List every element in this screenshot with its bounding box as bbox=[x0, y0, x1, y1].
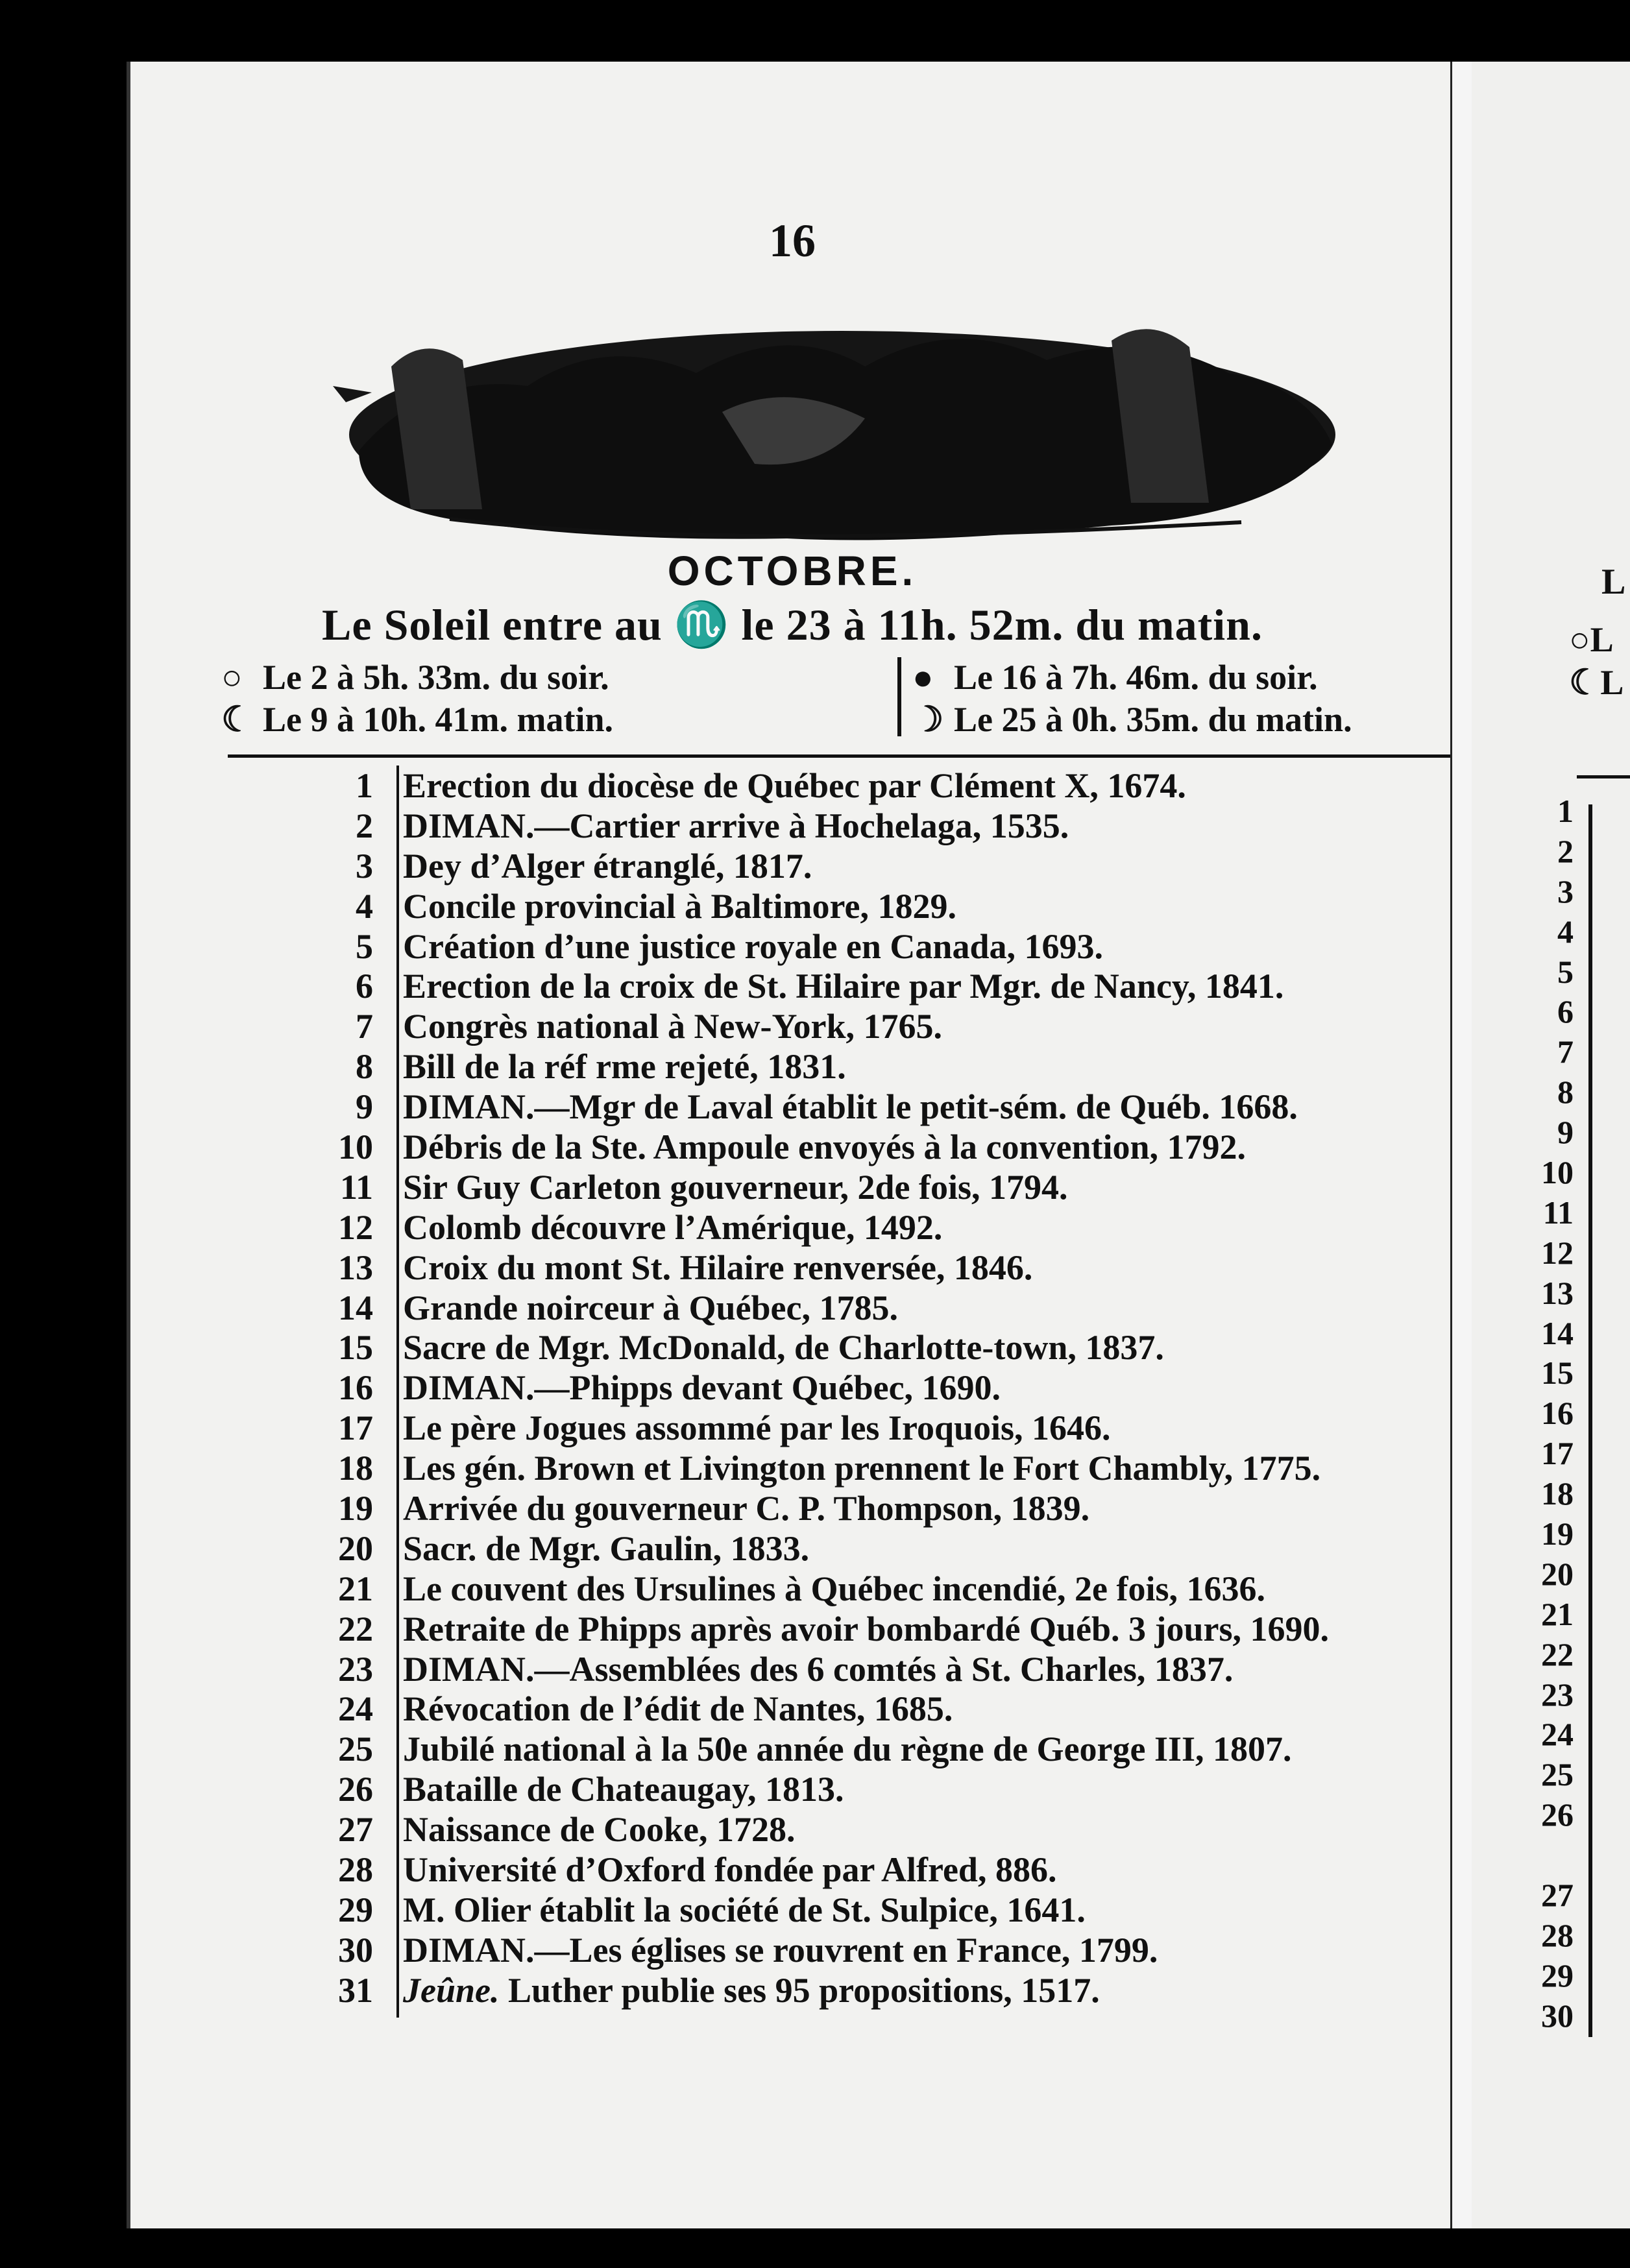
event-text: Concile provincial à Baltimore, 1829. bbox=[403, 886, 956, 926]
sun-entry-line: Le Soleil entre au ♏ le 23 à 11h. 52m. du matin. bbox=[322, 600, 1263, 649]
event-text: Le père Jogues assommé par les Iroquois, 1646. bbox=[403, 1408, 1111, 1448]
event-text: DIMAN.—Cartier arrive à Hochelaga, 1535. bbox=[403, 806, 1069, 845]
facing-day-number: 13 bbox=[1541, 1274, 1574, 1311]
facing-day-number: 28 bbox=[1541, 1916, 1574, 1953]
event-list bbox=[228, 766, 1454, 2010]
event-row bbox=[228, 1729, 1454, 1769]
facing-day-number: 14 bbox=[1541, 1314, 1574, 1351]
day-number: 28 bbox=[338, 1850, 373, 1889]
page-number: 16 bbox=[769, 215, 816, 267]
day-number: 16 bbox=[338, 1368, 373, 1408]
event-row bbox=[228, 1769, 1454, 1809]
facing-day-number: 27 bbox=[1541, 1877, 1574, 1914]
event-row bbox=[228, 1127, 1454, 1167]
event-row bbox=[228, 1809, 1454, 1850]
event-row bbox=[228, 1649, 1454, 1689]
event-row bbox=[228, 1327, 1454, 1368]
last-quarter-moon-icon: ☾ bbox=[221, 700, 253, 739]
event-text: Erection du diocèse de Québec par Clément X, 1674. bbox=[403, 766, 1186, 805]
event-row bbox=[228, 1850, 1454, 1890]
event-row bbox=[228, 806, 1454, 846]
facing-day-number: 8 bbox=[1557, 1074, 1574, 1111]
event-text: Le couvent des Ursulines à Québec incendié, 2e fois, 1636. bbox=[403, 1569, 1265, 1608]
event-text: DIMAN.—Les églises se rouvrent en France, 1799. bbox=[403, 1930, 1158, 1970]
day-number: 1 bbox=[356, 766, 373, 805]
facing-page-phase-fragment: ○L bbox=[1569, 620, 1614, 659]
facing-day-number bbox=[1472, 1835, 1579, 1876]
day-number: 27 bbox=[338, 1810, 373, 1850]
day-number: 8 bbox=[356, 1047, 373, 1087]
first-quarter-moon-icon: ☽ bbox=[912, 700, 944, 739]
event-text-body: Luther publie ses 95 propositions, 1517. bbox=[499, 1970, 1100, 2010]
day-number: 21 bbox=[338, 1569, 373, 1608]
event-row bbox=[228, 1890, 1454, 1930]
day-number: 22 bbox=[338, 1609, 373, 1648]
day-number: 30 bbox=[338, 1930, 373, 1970]
facing-day-number: 15 bbox=[1541, 1355, 1574, 1392]
day-number: 10 bbox=[338, 1127, 373, 1166]
facing-day-number: 16 bbox=[1541, 1395, 1574, 1432]
facing-day-number: 10 bbox=[1541, 1154, 1574, 1191]
event-text: Bill de la réf rme rejeté, 1831. bbox=[403, 1047, 846, 1087]
day-number: 23 bbox=[338, 1649, 373, 1689]
event-row bbox=[228, 886, 1454, 926]
event-text: Les gén. Brown et Livington prennent le Fort Chambly, 1775. bbox=[403, 1449, 1321, 1488]
event-text: Sacre de Mgr. McDonald, de Charlotte-town, 1837. bbox=[403, 1328, 1164, 1368]
facing-page-title-fragment: L bbox=[1601, 562, 1626, 602]
month-title: OCTOBRE. bbox=[667, 548, 918, 594]
moon-phase-text: Le 2 à 5h. 33m. du soir. bbox=[263, 658, 609, 697]
day-number: 26 bbox=[338, 1770, 373, 1809]
event-row bbox=[228, 1288, 1454, 1328]
day-number: 11 bbox=[339, 1167, 373, 1207]
moon-phase-full bbox=[221, 657, 609, 697]
event-text: DIMAN.—Mgr de Laval établit le petit-sém. de Québ. 1668. bbox=[403, 1087, 1298, 1127]
event-row bbox=[228, 1970, 1454, 2010]
event-text: Naissance de Cooke, 1728. bbox=[403, 1810, 796, 1850]
event-text: Congrès national à New-York, 1765. bbox=[403, 1007, 942, 1046]
day-number: 6 bbox=[356, 967, 373, 1006]
fast-day-label: Jeûne. bbox=[403, 1970, 500, 2010]
facing-day-number: 12 bbox=[1541, 1234, 1574, 1271]
facing-page-column-rule bbox=[1588, 804, 1592, 2037]
day-number: 19 bbox=[338, 1488, 373, 1528]
event-row bbox=[228, 1368, 1454, 1408]
facing-day-number: 18 bbox=[1541, 1475, 1574, 1512]
event-row bbox=[228, 1167, 1454, 1207]
event-row bbox=[228, 1408, 1454, 1448]
event-text: Débris de la Ste. Ampoule envoyés à la convention, 1792. bbox=[403, 1127, 1247, 1166]
day-number: 14 bbox=[338, 1288, 373, 1327]
facing-day-number: 26 bbox=[1541, 1796, 1574, 1833]
facing-page-phase-fragment: ☾L bbox=[1569, 663, 1624, 702]
moon-phase-first-quarter bbox=[912, 699, 1352, 740]
book-gutter bbox=[1450, 62, 1474, 2228]
facing-day-number: 25 bbox=[1541, 1756, 1574, 1793]
day-number: 29 bbox=[338, 1890, 373, 1929]
event-row bbox=[228, 1528, 1454, 1569]
moon-phase-text: Le 16 à 7h. 46m. du soir. bbox=[954, 658, 1318, 697]
event-row bbox=[228, 1689, 1454, 1729]
event-row bbox=[228, 1930, 1454, 1970]
facing-day-number: 21 bbox=[1541, 1595, 1574, 1632]
event-row bbox=[228, 766, 1454, 806]
almanac-page bbox=[127, 62, 1454, 2228]
facing-day-number: 6 bbox=[1557, 993, 1574, 1030]
facing-day-number: 19 bbox=[1541, 1515, 1574, 1552]
event-text: DIMAN.—Phipps devant Québec, 1690. bbox=[403, 1368, 1001, 1408]
day-number: 3 bbox=[356, 846, 373, 886]
facing-day-number: 20 bbox=[1541, 1555, 1574, 1592]
day-number: 15 bbox=[338, 1328, 373, 1368]
day-number: 24 bbox=[338, 1689, 373, 1729]
event-text: Erection de la croix de St. Hilaire par Mgr. de Nancy, 1841. bbox=[403, 967, 1284, 1006]
facing-day-number: 30 bbox=[1541, 1997, 1574, 2034]
event-text: Révocation de l’édit de Nantes, 1685. bbox=[403, 1689, 953, 1729]
facing-day-number: 17 bbox=[1541, 1435, 1574, 1472]
event-row bbox=[228, 1609, 1454, 1649]
day-number: 17 bbox=[338, 1408, 373, 1448]
event-row bbox=[228, 1569, 1454, 1609]
event-text: DIMAN.—Assemblées des 6 comtés à St. Charles, 1837. bbox=[403, 1649, 1234, 1689]
day-number: 7 bbox=[356, 1007, 373, 1046]
event-row bbox=[228, 1448, 1454, 1488]
moon-phase-text: Le 25 à 0h. 35m. du matin. bbox=[954, 700, 1352, 739]
day-number: 9 bbox=[356, 1087, 373, 1127]
day-number: 4 bbox=[356, 886, 373, 926]
facing-day-number: 3 bbox=[1557, 873, 1574, 910]
facing-day-number: 22 bbox=[1541, 1635, 1574, 1672]
day-number: 18 bbox=[338, 1449, 373, 1488]
event-row bbox=[228, 846, 1454, 886]
moon-phase-text: Le 9 à 10h. 41m. matin. bbox=[263, 700, 613, 739]
day-number: 25 bbox=[338, 1730, 373, 1769]
event-text bbox=[391, 1970, 1100, 2010]
facing-day-number: 23 bbox=[1541, 1676, 1574, 1713]
moon-phase-last-quarter bbox=[221, 699, 613, 740]
event-text: Création d’une justice royale en Canada, 1693. bbox=[403, 926, 1103, 966]
facing-day-number: 2 bbox=[1557, 832, 1574, 869]
event-row bbox=[228, 1488, 1454, 1528]
event-text: Croix du mont St. Hilaire renversée, 1846. bbox=[403, 1248, 1033, 1287]
facing-page-day-numbers bbox=[1472, 791, 1579, 2036]
day-number: 20 bbox=[338, 1528, 373, 1568]
event-row bbox=[228, 1248, 1454, 1288]
event-row bbox=[228, 1207, 1454, 1248]
day-number: 12 bbox=[338, 1207, 373, 1247]
facing-page-rule bbox=[1577, 775, 1630, 778]
event-row bbox=[228, 1006, 1454, 1046]
event-text: Arrivée du gouverneur C. P. Thompson, 1839. bbox=[403, 1488, 1090, 1528]
event-row bbox=[228, 966, 1454, 1006]
event-text: Grande noirceur à Québec, 1785. bbox=[403, 1288, 898, 1327]
event-row bbox=[228, 1046, 1454, 1087]
woodcut-vignette-illustration bbox=[333, 295, 1352, 548]
full-moon-icon: ○ bbox=[221, 658, 243, 697]
event-text: Colomb découvre l’Amérique, 1492. bbox=[403, 1207, 943, 1247]
moon-phase-new bbox=[912, 657, 1318, 697]
event-text: Retraite de Phipps après avoir bombardé Québ. 3 jours, 1690. bbox=[403, 1609, 1329, 1648]
event-text: Université d’Oxford fondée par Alfred, 886. bbox=[403, 1850, 1057, 1889]
facing-day-number: 4 bbox=[1557, 913, 1574, 950]
day-number: 5 bbox=[356, 926, 373, 966]
event-text: Sir Guy Carleton gouverneur, 2de fois, 1794. bbox=[403, 1167, 1068, 1207]
event-text: M. Olier établit la société de St. Sulpice, 1641. bbox=[403, 1890, 1086, 1929]
day-number: 2 bbox=[356, 806, 373, 845]
event-text: Jubilé national à la 50e année du règne de George III, 1807. bbox=[403, 1730, 1292, 1769]
event-text: Sacr. de Mgr. Gaulin, 1833. bbox=[403, 1528, 810, 1568]
event-row bbox=[228, 1087, 1454, 1127]
event-text: Dey d’Alger étranglé, 1817. bbox=[403, 846, 812, 886]
facing-day-number: 9 bbox=[1557, 1114, 1574, 1151]
facing-day-number: 7 bbox=[1557, 1033, 1574, 1070]
event-text: Bataille de Chateaugay, 1813. bbox=[403, 1770, 844, 1809]
facing-day-number: 5 bbox=[1557, 953, 1574, 990]
facing-day-number: 11 bbox=[1542, 1194, 1574, 1231]
day-number: 13 bbox=[338, 1248, 373, 1287]
phase-divider bbox=[897, 657, 901, 736]
facing-page-fragment bbox=[1472, 62, 1630, 2228]
new-moon-icon: ● bbox=[912, 658, 934, 697]
day-number: 31 bbox=[338, 1970, 373, 2010]
facing-day-number: 1 bbox=[1557, 793, 1574, 829]
event-row bbox=[228, 926, 1454, 967]
facing-day-number: 24 bbox=[1541, 1716, 1574, 1753]
facing-day-number: 29 bbox=[1541, 1957, 1574, 1994]
header-rule bbox=[228, 754, 1454, 758]
